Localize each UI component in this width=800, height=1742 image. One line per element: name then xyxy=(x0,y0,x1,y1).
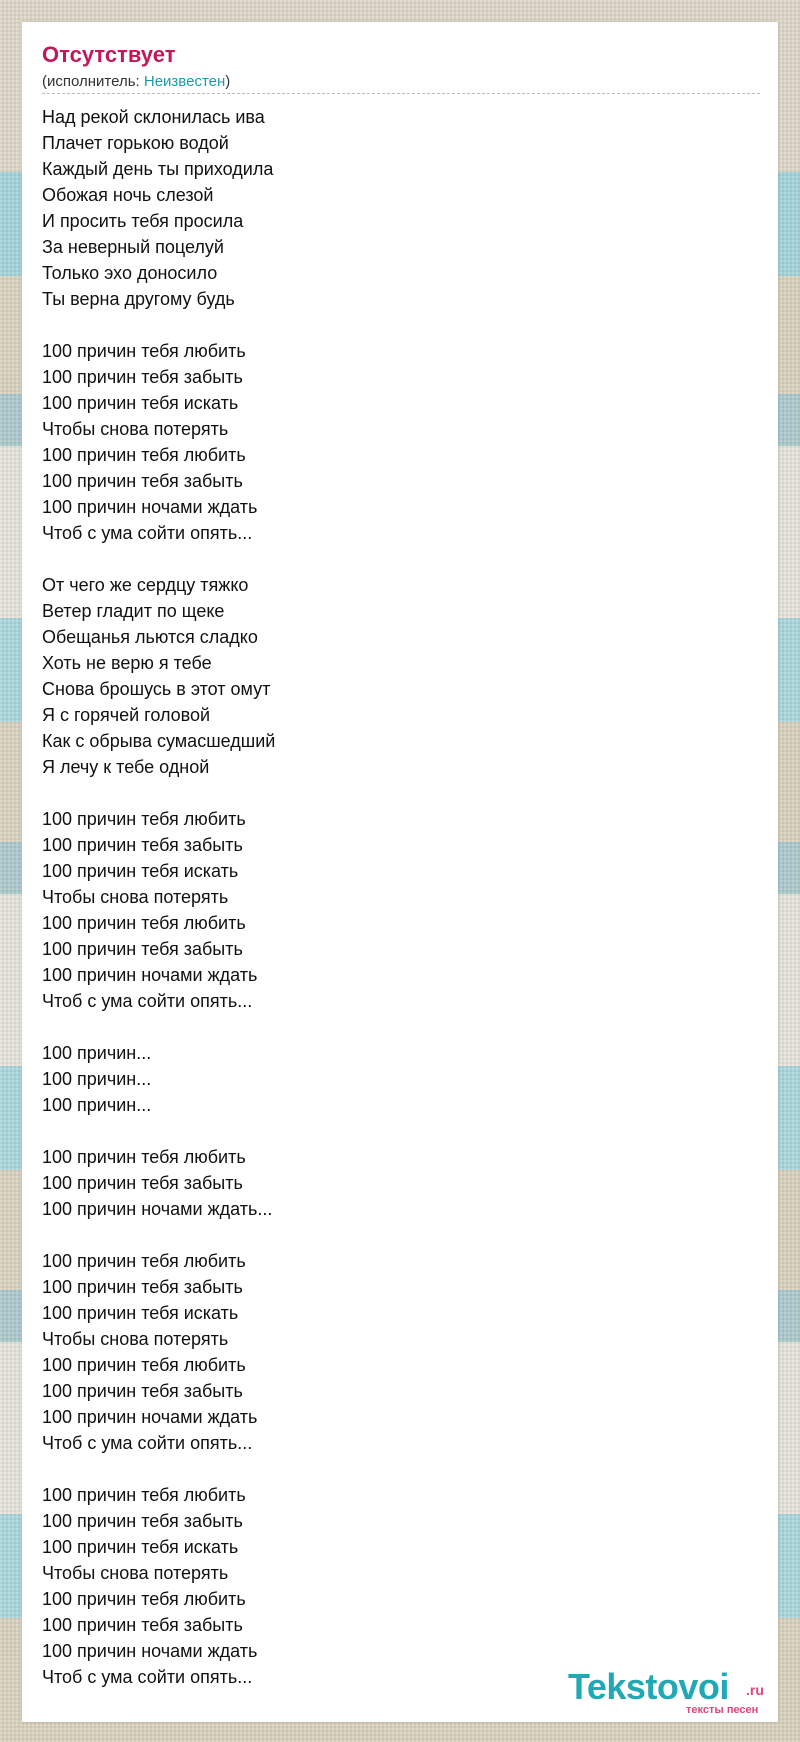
lyrics-line: Хоть не верю я тебе xyxy=(42,653,212,673)
lyrics-line: 100 причин... xyxy=(42,1069,152,1089)
lyrics-line: 100 причин тебя любить xyxy=(42,1589,246,1609)
lyrics-line: 100 причин ночами ждать... xyxy=(42,1199,273,1219)
lyrics-line: 100 причин тебя искать xyxy=(42,1537,239,1557)
lyrics-line: Чтобы снова потерять xyxy=(42,1329,229,1349)
lyrics-stanza xyxy=(42,1040,742,1118)
lyrics-line: Я лечу к тебе одной xyxy=(42,757,210,777)
lyrics-line: Ветер гладит по щеке xyxy=(42,601,225,621)
lyrics-line: И просить тебя просила xyxy=(42,211,244,231)
lyrics-line: Только эхо доносило xyxy=(42,263,218,283)
lyrics-line: 100 причин тебя любить xyxy=(42,809,246,829)
lyrics-line: От чего же сердцу тяжко xyxy=(42,575,249,595)
lyrics-line: Снова брошусь в этот омут xyxy=(42,679,271,699)
lyrics-line: 100 причин... xyxy=(42,1043,152,1063)
lyrics-line: Чтоб с ума сойти опять... xyxy=(42,991,253,1011)
title-divider xyxy=(42,93,760,94)
lyrics-line: Как с обрыва сумасшедший xyxy=(42,731,276,751)
lyrics-line: 100 причин тебя забыть xyxy=(42,1381,243,1401)
lyrics-line: Чтоб с ума сойти опять... xyxy=(42,1433,253,1453)
lyrics-stanza xyxy=(42,1144,742,1222)
lyrics-line: За неверный поцелуй xyxy=(42,237,224,257)
logo-tld: .ru xyxy=(746,1682,764,1698)
lyrics-line: 100 причин тебя искать xyxy=(42,393,239,413)
lyrics-line: 100 причин тебя любить xyxy=(42,1355,246,1375)
lyrics-stanza xyxy=(42,1482,742,1690)
lyrics-line: Чтобы снова потерять xyxy=(42,1563,229,1583)
artist-suffix: ) xyxy=(225,73,231,90)
lyrics-line: Чтоб с ума сойти опять... xyxy=(42,523,253,543)
lyrics-card xyxy=(22,22,778,1722)
lyrics-line: Плачет горькою водой xyxy=(42,133,229,153)
lyrics-line: 100 причин тебя забыть xyxy=(42,1173,243,1193)
logo-name: Tekstovoi xyxy=(568,1666,729,1707)
lyrics-line: 100 причин тебя забыть xyxy=(42,471,243,491)
lyrics-line: Над рекой склонилась ива xyxy=(42,107,265,127)
lyrics-line: 100 причин тебя искать xyxy=(42,1303,239,1323)
lyrics-line: 100 причин ночами ждать xyxy=(42,965,258,985)
lyrics-line: 100 причин тебя любить xyxy=(42,1147,246,1167)
lyrics-line: 100 причин тебя любить xyxy=(42,341,246,361)
lyrics-line: 100 причин ночами ждать xyxy=(42,1641,258,1661)
lyrics-stanza xyxy=(42,572,742,780)
lyrics-line: 100 причин тебя любить xyxy=(42,1485,246,1505)
lyrics-line: 100 причин тебя забыть xyxy=(42,835,243,855)
lyrics-line: 100 причин ночами ждать xyxy=(42,1407,258,1427)
lyrics-line: Каждый день ты приходила xyxy=(42,159,274,179)
lyrics-line: Чтобы снова потерять xyxy=(42,887,229,907)
logo-tagline: тексты песен xyxy=(686,1704,759,1716)
lyrics-line: 100 причин тебя забыть xyxy=(42,939,243,959)
lyrics-line: Обожая ночь слезой xyxy=(42,185,214,205)
lyrics-line: 100 причин тебя любить xyxy=(42,1251,246,1271)
lyrics-line: 100 причин тебя любить xyxy=(42,913,246,933)
lyrics-line: 100 причин тебя забыть xyxy=(42,1615,243,1635)
artist-prefix: (исполнитель: xyxy=(42,73,144,90)
lyrics-stanza xyxy=(42,338,742,546)
lyrics-line: Ты верна другому будь xyxy=(42,289,235,309)
lyrics-line: Обещанья льются сладко xyxy=(42,627,258,647)
lyrics-line: 100 причин тебя забыть xyxy=(42,1511,243,1531)
lyrics-stanza xyxy=(42,806,742,1014)
lyrics-text xyxy=(42,104,742,1716)
lyrics-line: 100 причин... xyxy=(42,1095,152,1115)
lyrics-line: 100 причин тебя забыть xyxy=(42,1277,243,1297)
lyrics-line: Чтоб с ума сойти опять... xyxy=(42,1667,253,1687)
artist-link[interactable]: Неизвестен xyxy=(143,73,226,90)
lyrics-line: 100 причин тебя искать xyxy=(42,861,239,881)
lyrics-stanza xyxy=(42,104,742,312)
song-title: Отсутствует xyxy=(42,42,176,67)
site-logo[interactable] xyxy=(568,1664,778,1720)
artist-line xyxy=(42,73,230,90)
lyrics-line: 100 причин ночами ждать xyxy=(42,497,258,517)
lyrics-stanza xyxy=(42,1248,742,1456)
lyrics-line: 100 причин тебя забыть xyxy=(42,367,243,387)
lyrics-line: Чтобы снова потерять xyxy=(42,419,229,439)
lyrics-line: 100 причин тебя любить xyxy=(42,445,246,465)
lyrics-line: Я с горячей головой xyxy=(42,705,211,725)
